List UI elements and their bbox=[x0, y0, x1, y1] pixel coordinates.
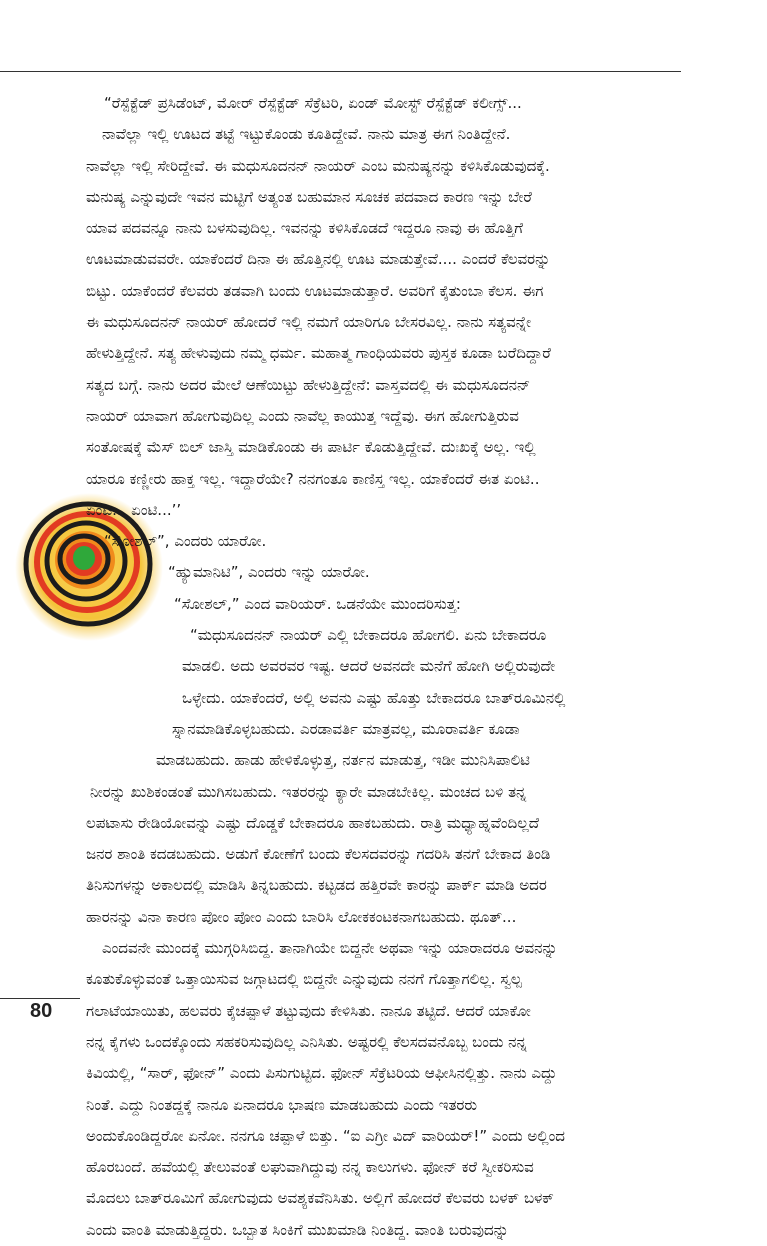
text-line: ಕೂತುಕೊಳ್ಳುವಂತೆ ಒತ್ತಾಯಿಸುವ ಜಗ್ಗಾಟದಲ್ಲಿ ಬಿದ್ದನೇ ಎನ್ನುವುದು ನನಗೆ ಗೊತ್ತಾಗಲಿಲ್ಲ. ಸ್ವಲ್ಪ bbox=[86, 970, 522, 989]
text-line: ಹೇಳುತ್ತಿದ್ದೇನೆ. ಸತ್ಯ ಹೇಳುವುದು ನಮ್ಮ ಧರ್ಮ. ಮಹಾತ್ಮ ಗಾಂಧಿಯವರು ಪುಸ್ತಕ ಕೂಡಾ ಬರೆದಿದ್ದಾರೆ bbox=[86, 344, 551, 363]
text-line: ಸ್ನಾನಮಾಡಿಕೊಳ್ಳಬಹುದು. ಎರಡಾವರ್ತಿ ಮಾತ್ರವಲ್ಲ, ಮೂರಾವರ್ತಿ ಕೂಡಾ bbox=[172, 719, 520, 738]
text-line: ಹಾರನನ್ನು ವಿನಾ ಕಾರಣ ಪೋಂ ಪೋಂ ಎಂದು ಬಾರಿಸಿ ಲೋಕಕಂಟಕನಾಗಬಹುದು. ಥೂತ್... bbox=[86, 907, 517, 926]
text-line: ತಿನಿಸುಗಳನ್ನು ಅಕಾಲದಲ್ಲಿ ಮಾಡಿಸಿ ತಿನ್ನಬಹುದು. ಕಟ್ಟಡದ ಹತ್ತಿರವೇ ಕಾರನ್ನು ಪಾರ್ಕ್ ಮಾಡಿ ಅದರ bbox=[86, 876, 547, 895]
text-line: ಏಂಟಿ... ಏಂಟಿ...’’ bbox=[86, 500, 182, 519]
text-line: ನನ್ನ ಕೈಗಳು ಒಂದಕ್ಕೊಂದು ಸಹಕರಿಸುವುದಿಲ್ಲ ಎನಿಸಿತು. ಅಷ್ಟರಲ್ಲಿ ಕೆಲಸದವನೊಬ್ಬ ಬಂದು ನನ್ನ bbox=[86, 1032, 527, 1051]
text-line: ಅಂದುಕೊಂಡಿದ್ದರೋ ಏನೋ. ನನಗೂ ಚಪ್ಪಾಳೆ ಬಿತ್ತು. “ಐ ಎಗ್ರೀ ವಿದ್ ವಾರಿಯರ್!” ಎಂದು ಅಲ್ಲಿಂದ bbox=[86, 1126, 565, 1145]
text-line: ಒಳ್ಳೇದು. ಯಾಕೆಂದರೆ, ಅಲ್ಲಿ ಅವನು ಎಷ್ಟು ಹೊತ್ತು ಬೇಕಾದರೂ ಬಾತ್‌ರೂಮಿನಲ್ಲಿ bbox=[182, 688, 566, 707]
text-line: “ಹ್ಯುಮಾನಿಟಿ”, ಎಂದರು ಇನ್ನು ಯಾರೋ. bbox=[168, 563, 370, 582]
body-text bbox=[86, 88, 686, 1246]
text-line: ಯಾರೂ ಕಣ್ಣೀರು ಹಾಕ್ತ ಇಲ್ಲ. ಇದ್ದಾರೆಯೇ? ನನಗಂತೂ ಕಾಣಿಸ್ತ ಇಲ್ಲ. ಯಾಕೆಂದರೆ ಈತ ಏಂಟಿ.. bbox=[86, 469, 540, 488]
top-rule bbox=[0, 71, 681, 72]
text-line: ಎಂದವನೇ ಮುಂದಕ್ಕೆ ಮುಗ್ಗರಿಸಿಬಿದ್ದ. ತಾನಾಗಿಯೇ ಬಿದ್ದನೇ ಅಥವಾ ಇನ್ನು ಯಾರಾದರೂ ಅವನನ್ನು bbox=[102, 939, 558, 958]
text-line: ಯಾವ ಪದವನ್ನೂ ನಾನು ಬಳಸುವುದಿಲ್ಲ. ಇವನನ್ನು ಕಳಿಸಿಕೊಡದೆ ಇದ್ದರೂ ನಾವು ಈ ಹೊತ್ತಿಗೆ bbox=[86, 219, 523, 238]
text-line: ಮನುಷ್ಯ ಎನ್ನುವುದೇ ಇವನ ಮಟ್ಟಿಗೆ ಅತ್ಯಂತ ಬಹುಮಾನ ಸೂಚಕ ಪದವಾದ ಕಾರಣ ಇನ್ನು ಬೇರೆ bbox=[86, 187, 532, 206]
page-number: 80 bbox=[30, 1000, 53, 1022]
text-line: ಹೊರಬಂದೆ. ಹವೆಯಲ್ಲಿ ತೇಲುವಂತೆ ಲಘುವಾಗಿದ್ದುವು ನನ್ನ ಕಾಲುಗಳು. ಫೋನ್ ಕರೆ ಸ್ವೀಕರಿಸುವ bbox=[86, 1158, 534, 1177]
text-line: “ಸೋಶಲ್,” ಎಂದ ವಾರಿಯರ್. ಒಡನೆಯೇ ಮುಂದರಿಸುತ್ತ: bbox=[174, 594, 461, 613]
text-line: ನಾವೆಲ್ಲಾ ಇಲ್ಲಿ ಊಟದ ತಟ್ಟೆ ಇಟ್ಟುಕೊಂಡು ಕೂತಿದ್ದೇವೆ. ನಾನು ಮಾತ್ರ ಈಗ ನಿಂತಿದ್ದೇನೆ. bbox=[102, 125, 511, 144]
text-line: ಊಟಮಾಡುವವರೇ. ಯಾಕೆಂದರೆ ದಿನಾ ಈ ಹೊತ್ತಿನಲ್ಲಿ ಊಟ ಮಾಡುತ್ತೇವೆ.... ಎಂದರೆ ಕೆಲವರನ್ನು bbox=[86, 250, 551, 269]
text-line: ಲಪಟಾಸು ರೇಡಿಯೋವನ್ನು ಎಷ್ಟು ದೊಡ್ಡಕೆ ಬೇಕಾದರೂ ಹಾಕಬಹುದು. ರಾತ್ರಿ ಮಧ್ಯಾಹ್ನವೆಂದಿಲ್ಲದೆ bbox=[86, 813, 540, 832]
text-line: ಮಾಡಲಿ. ಅದು ಅವರವರ ಇಷ್ಟ. ಆದರೆ ಅವನದೇ ಮನೆಗೆ ಹೋಗಿ ಅಲ್ಲಿರುವುದೇ bbox=[182, 657, 556, 676]
text-line: ಕಿವಿಯಲ್ಲಿ, “ಸಾರ್, ಫೋನ್” ಎಂದು ಪಿಸುಗುಟ್ಟಿದ. ಫೋನ್ ಸೆಕ್ರೆಟರಿಯ ಆಫೀಸಿನಲ್ಲಿತ್ತು. ನಾನು ಎದ್ದು bbox=[86, 1064, 557, 1083]
text-line: ನಾವೆಲ್ಲಾ ಇಲ್ಲಿ ಸೇರಿದ್ದೇವೆ. ಈ ಮಧುಸೂದನನ್ ನಾಯರ್ ಎಂಬ ಮನುಷ್ಯನನ್ನು ಕಳಿಸಿಕೊಡುವುದಕ್ಕೆ. bbox=[86, 156, 550, 175]
text-line: ಮಾಡಬಹುದು. ಹಾಡು ಹೇಳಿಕೊಳ್ಳುತ್ತ, ನರ್ತನ ಮಾಡುತ್ತ, ಇಡೀ ಮುನಿಸಿಪಾಲಿಟಿ bbox=[156, 751, 530, 770]
text-line: ಮೊದಲು ಬಾತ್‌ರೂಮಿಗೆ ಹೋಗುವುದು ಅವಶ್ಯಕವೆನಿಸಿತು. ಅಲ್ಲಿಗೆ ಹೋದರೆ ಕೆಲವರು ಬಳಕ್ ಬಳಕ್ bbox=[86, 1189, 554, 1208]
text-line: ನಿಂತೆ. ಎದ್ದು ನಿಂತದ್ದಕ್ಕೆ ನಾನೂ ಏನಾದರೂ ಭಾಷಣ ಮಾಡಬಹುದು ಎಂದು ಇತರರು bbox=[86, 1095, 478, 1114]
text-line: “ಸೋಶಲ್”, ಎಂದರು ಯಾರೋ. bbox=[104, 532, 267, 551]
text-line: ಬಿಟ್ಟು. ಯಾಕೆಂದರೆ ಕೆಲವರು ತಡವಾಗಿ ಬಂದು ಊಟಮಾಡುತ್ತಾರೆ. ಅವರಿಗೆ ಕೈತುಂಬಾ ಕೆಲಸ. ಈಗ bbox=[86, 281, 544, 300]
bottom-rule bbox=[0, 998, 80, 999]
text-line: ಎಂದು ವಾಂತಿ ಮಾಡುತ್ತಿದ್ದರು. ಒಬ್ಬಾತ ಸಿಂಕಿಗೆ ಮುಖಮಾಡಿ ನಿಂತಿದ್ದ. ವಾಂತಿ ಬರುವುದನ್ನು bbox=[86, 1220, 509, 1239]
text-line: ನೀರನ್ನು ಖುಶಿಕಂಡಂತೆ ಮುಗಿಸಬಹುದು. ಇತರರನ್ನು ಕ್ಯಾರೇ ಮಾಡಬೇಕಿಲ್ಲ. ಮಂಚದ ಬಳಿ ತನ್ನ bbox=[90, 782, 527, 801]
text-line: “ಮಧುಸೂದನನ್ ನಾಯರ್ ಎಲ್ಲಿ ಬೇಕಾದರೂ ಹೋಗಲಿ. ಏನು ಬೇಕಾದರೂ bbox=[190, 626, 547, 645]
text-line: ಸತ್ಯದ ಬಗ್ಗೆ. ನಾನು ಅದರ ಮೇಲೆ ಆಣೆಯಿಟ್ಟು ಹೇಳುತ್ತಿದ್ದೇನೆ: ವಾಸ್ತವದಲ್ಲಿ ಈ ಮಧುಸೂದನನ್ bbox=[86, 375, 531, 394]
text-line: “ರೆಸ್ಪೆಕ್ಟೆಡ್ ಪ್ರಸಿಡೆಂಟ್, ಮೋರ್ ರೆಸ್ಪೆಕ್ಟೆಡ್ ಸೆಕ್ರೆಟರಿ, ಏಂಡ್ ಮೋಸ್ಟ್ ರೆಸ್ಪೆಕ್ಟೆಡ್ ಕಲೀಗ್ಸ್... bbox=[104, 94, 522, 112]
text-line: ಈ ಮಧುಸೂದನನ್ ನಾಯರ್ ಹೋದರೆ ಇಲ್ಲಿ ನಮಗೆ ಯಾರಿಗೂ ಬೇಸರವಿಲ್ಲ. ನಾನು ಸತ್ಯವನ್ನೇ bbox=[86, 313, 532, 332]
text-line: ಜನರ ಶಾಂತಿ ಕದಡಬಹುದು. ಅಡುಗೆ ಕೋಣೆಗೆ ಬಂದು ಕೆಲಸದವರನ್ನು ಗದರಿಸಿ ತನಗೆ ಬೇಕಾದ ತಿಂಡಿ bbox=[86, 845, 551, 864]
text-line: ನಾಯರ್ ಯಾವಾಗ ಹೋಗುವುದಿಲ್ಲ ಎಂದು ನಾವೆಲ್ಲ ಕಾಯುತ್ತ ಇದ್ದೆವು. ಈಗ ಹೋಗುತ್ತಿರುವ bbox=[86, 406, 519, 425]
text-line: ಸಂತೋಷಕ್ಕೆ ಮೆಸ್ ಬಿಲ್ ಜಾಸ್ತಿ ಮಾಡಿಕೊಂಡು ಈ ಪಾರ್ಟಿ ಕೊಡುತ್ತಿದ್ದೇವೆ. ದುಃಖಕ್ಕೆ ಅಲ್ಲ. ಇಲ್ಲಿ bbox=[86, 438, 536, 457]
text-line: ಗಲಾಟೆಯಾಯಿತು, ಹಲವರು ಕೈಚಪ್ಪಾಳೆ ತಟ್ಟುವುದು ಕೇಳಿಸಿತು. ನಾನೂ ತಟ್ಟಿದೆ. ಆದರೆ ಯಾಕೋ bbox=[86, 1001, 531, 1020]
